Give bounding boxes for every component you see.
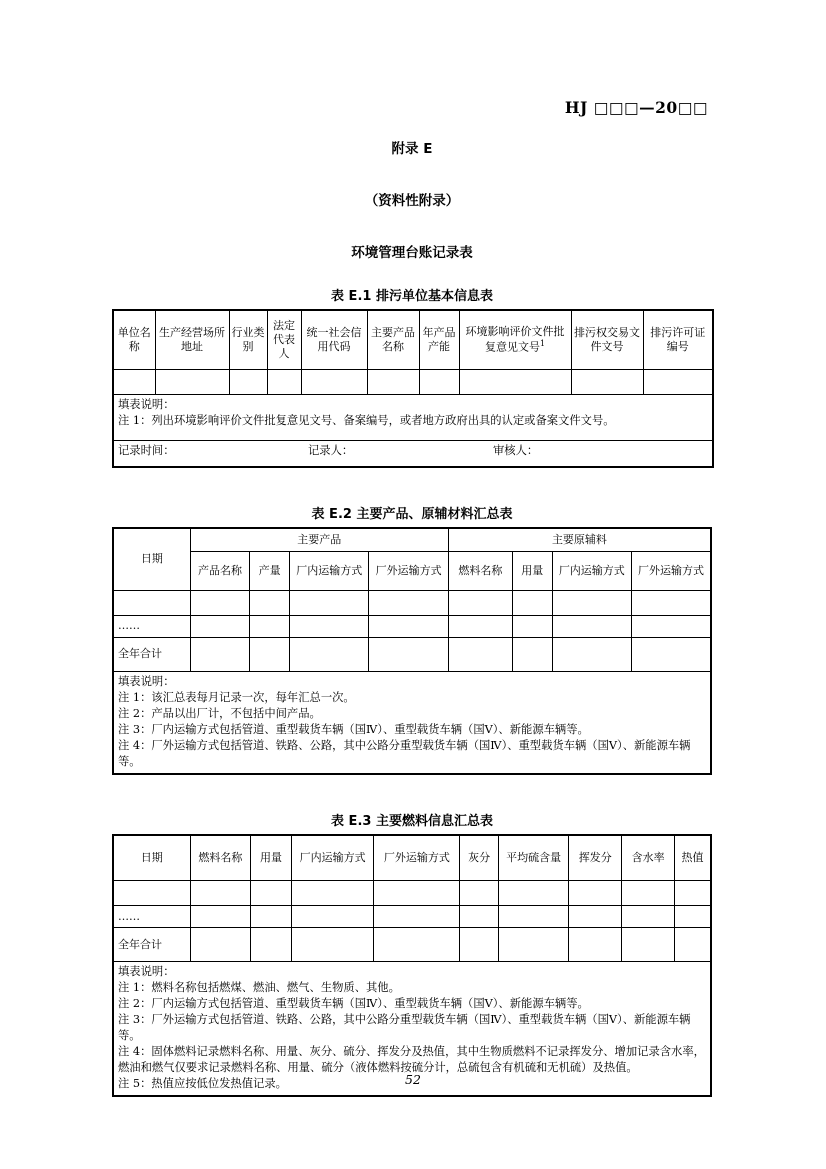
note-item: 注 4：厂外运输方式包括管道、铁路、公路，其中公路分重型载货车辆（国Ⅳ）、重型载货车辆（国Ⅴ）、新能源车辆等。 [118,739,691,769]
annual-total-label: 全年合计 [113,928,190,962]
cell-business-address[interactable] [155,370,229,395]
col-eia-approval-number-text: 环境影响评价文件批复意见文号 [465,325,565,354]
cell-external-transport[interactable] [374,906,460,928]
col-product-internal-transport: 厂内运输方式 [290,552,369,591]
note-item: 注 2：产品以出厂计，不包括中间产品。 [118,707,321,721]
cell-fuel-name[interactable] [190,881,251,906]
note-item: 注 3：厂内运输方式包括管道、重型载货车辆（国Ⅳ）、重型载货车辆（国Ⅴ）、新能源车辆等。 [118,723,589,737]
col-main-product-name: 主要产品名称 [367,310,419,370]
cell-average-sulfur[interactable] [498,881,568,906]
col-external-transport: 厂外运输方式 [374,835,460,881]
footnote-marker: 1 [539,339,546,349]
table-e2-subheader-row [113,552,711,591]
col-product-output: 产量 [250,552,290,591]
group-main-materials: 主要原辅料 [448,528,711,552]
table-e1-header-row [113,310,713,370]
cell-ash-content[interactable] [460,881,499,906]
cell-volatile-matter[interactable] [569,906,622,928]
cell-product-external-transport-total[interactable] [369,638,448,672]
table-e2-entry-row[interactable] [113,591,711,616]
cell-eia-approval-number[interactable] [459,370,571,395]
cell-product-output[interactable] [250,616,290,638]
cell-fuel-amount[interactable] [512,616,552,638]
col-fuel-name: 燃料名称 [448,552,512,591]
cell-internal-transport-total[interactable] [291,928,374,962]
cell-product-name[interactable] [190,591,250,616]
cell-industry-category[interactable] [229,370,267,395]
cell-product-internal-transport[interactable] [290,616,369,638]
table-e2 [112,527,712,775]
cell-material-external-transport-total[interactable] [632,638,711,672]
notes-title: 填表说明： [118,965,175,979]
cell-volatile-matter[interactable] [569,881,622,906]
col-business-address: 生产经营场所地址 [155,310,229,370]
annex-name: 环境管理台账记录表 [351,245,473,261]
cell-fuel-name-total[interactable] [448,638,512,672]
note-item: 注 4：固体燃料记录燃料名称、用量、灰分、硫分、挥发分及热值，其中生物质燃料不记录挥发分、增加记录含水率，燃油和燃气仅要求记录燃料名称、用量、硫分（液体燃料按硫分计，总硫包含有机硫和无机硫）及热值。 [118,1045,705,1075]
cell-social-credit-code[interactable] [301,370,367,395]
table-e1-notes-row [113,395,713,441]
cell-ash-content-total[interactable] [460,928,499,962]
table-e1-notes [113,395,713,441]
cell-legal-representative[interactable] [267,370,301,395]
cell-fuel-amount-total[interactable] [512,638,552,672]
cell-fuel-amount[interactable] [251,881,292,906]
table-e3-total-row [113,928,711,962]
cell-date[interactable] [113,591,190,616]
group-main-products: 主要产品 [190,528,448,552]
cell-average-sulfur-total[interactable] [498,928,568,962]
table-e2-group-row [113,528,711,552]
note-item: 注 3：厂外运输方式包括管道、铁路、公路，其中公路分重型载货车辆（国Ⅳ）、重型载货车辆（国Ⅴ）、新能源车辆等。 [118,1013,691,1043]
table-e2-notes [113,672,711,775]
note-item: 注 1：燃料名称包括燃煤、燃油、燃气、生物质、其他。 [118,981,400,995]
annual-total-label: 全年合计 [113,638,190,672]
cell-average-sulfur[interactable] [498,906,568,928]
col-product-name: 产品名称 [190,552,250,591]
recorder-label[interactable]: 记录人： [308,444,354,457]
col-internal-transport: 厂内运输方式 [291,835,374,881]
cell-product-name[interactable] [190,616,250,638]
cell-material-external-transport[interactable] [632,591,711,616]
cell-internal-transport[interactable] [291,906,374,928]
note-item: 注 1：该汇总表每月记录一次，每年汇总一次。 [118,691,355,705]
notes-title: 填表说明： [118,675,175,688]
cell-volatile-matter-total[interactable] [569,928,622,962]
cell-material-internal-transport[interactable] [552,591,631,616]
standard-code-header: HJ □□□—20□□ [564,98,708,117]
cell-fuel-amount[interactable] [251,906,292,928]
cell-product-external-transport[interactable] [369,591,448,616]
cell-main-product-name[interactable] [367,370,419,395]
col-fuel-amount: 用量 [251,835,292,881]
notes-title: 填表说明： [118,398,175,411]
cell-calorific-value[interactable] [675,881,711,906]
cell-fuel-name[interactable] [448,616,512,638]
cell-fuel-name[interactable] [448,591,512,616]
table-e1-signature-row [113,441,713,468]
note-item: 注 5：热值应按低位发热值记录。 [118,1077,287,1091]
table-e2-ellipsis-row [113,616,711,638]
cell-material-external-transport[interactable] [632,616,711,638]
cell-product-name-total[interactable] [190,638,250,672]
cell-product-output[interactable] [250,591,290,616]
col-calorific-value: 热值 [675,835,711,881]
table-e3-caption: 表 E.3 主要燃料信息汇总表 [331,814,493,830]
cell-moisture-content[interactable] [622,881,675,906]
reviewer-label[interactable]: 审核人： [493,444,539,457]
cell-fuel-name[interactable] [190,906,251,928]
table-e2-notes-row [113,672,711,775]
cell-material-internal-transport-total[interactable] [552,638,631,672]
table-e2-total-row [113,638,711,672]
record-time-label[interactable]: 记录时间： [118,444,175,457]
annex-title: 附录 E [391,141,433,157]
ellipsis-label: …… [113,616,190,638]
cell-product-internal-transport[interactable] [290,591,369,616]
note-item: 注 2：厂内运输方式包括管道、重型载货车辆（国Ⅳ）、重型载货车辆（国Ⅴ）、新能源车辆等。 [118,997,589,1011]
col-date: 日期 [113,835,190,881]
ellipsis-label: …… [113,906,190,928]
col-legal-representative: 法定代表人 [267,310,301,370]
cell-material-internal-transport[interactable] [552,616,631,638]
cell-annual-capacity[interactable] [419,370,459,395]
cell-fuel-name-total[interactable] [190,928,251,962]
col-date: 日期 [113,528,190,591]
col-material-external-transport: 厂外运输方式 [632,552,711,591]
note-item: 注 1：列出环境影响评价文件批复意见文号、备案编号，或者地方政府出具的认定或备案文件文号。 [118,414,615,428]
table-e1-block [112,285,712,468]
col-product-external-transport: 厂外运输方式 [369,552,448,591]
table-e1 [112,309,714,468]
annex-kind: （资料性附录） [364,193,460,209]
cell-calorific-value-total[interactable] [675,928,711,962]
cell-unit-name[interactable] [113,370,155,395]
table-e3-ellipsis-row [113,906,711,928]
col-emission-trading-doc: 排污权交易文件文号 [571,310,643,370]
page-number: 52 [405,1072,421,1087]
table-e1-signature [113,441,713,468]
col-average-sulfur: 平均硫含量 [498,835,568,881]
cell-internal-transport[interactable] [291,881,374,906]
cell-moisture-content-total[interactable] [622,928,675,962]
col-permit-number: 排污许可证编号 [643,310,713,370]
col-industry-category: 行业类别 [229,310,267,370]
table-e3 [112,834,712,1097]
col-social-credit-code: 统一社会信用代码 [301,310,367,370]
table-e1-entry-row[interactable] [113,370,713,395]
col-ash-content: 灰分 [460,835,499,881]
col-annual-capacity: 年产品产能 [419,310,459,370]
cell-calorific-value[interactable] [675,906,711,928]
page-content [112,0,712,1097]
cell-moisture-content[interactable] [622,906,675,928]
cell-ash-content[interactable] [460,906,499,928]
table-e1-caption: 表 E.1 排污单位基本信息表 [331,289,493,304]
col-moisture-content: 含水率 [622,835,675,881]
cell-external-transport[interactable] [374,881,460,906]
table-e3-header-row [113,835,711,881]
col-fuel-name: 燃料名称 [190,835,251,881]
table-e2-caption: 表 E.2 主要产品、原辅材料汇总表 [311,507,513,522]
cell-emission-trading-doc[interactable] [571,370,643,395]
cell-permit-number[interactable] [643,370,713,395]
cell-external-transport-total[interactable] [374,928,460,962]
col-material-internal-transport: 厂内运输方式 [552,552,631,591]
table-e3-block [112,810,712,1097]
col-fuel-amount: 用量 [512,552,552,591]
col-unit-name: 单位名称 [113,310,155,370]
col-eia-approval-number [459,310,571,370]
cell-fuel-amount[interactable] [512,591,552,616]
cell-fuel-amount-total[interactable] [251,928,292,962]
cell-product-output-total[interactable] [250,638,290,672]
cell-product-external-transport[interactable] [369,616,448,638]
cell-date[interactable] [113,881,190,906]
col-volatile-matter: 挥发分 [569,835,622,881]
table-e2-block [112,503,712,775]
cell-product-internal-transport-total[interactable] [290,638,369,672]
table-e3-entry-row[interactable] [113,881,711,906]
